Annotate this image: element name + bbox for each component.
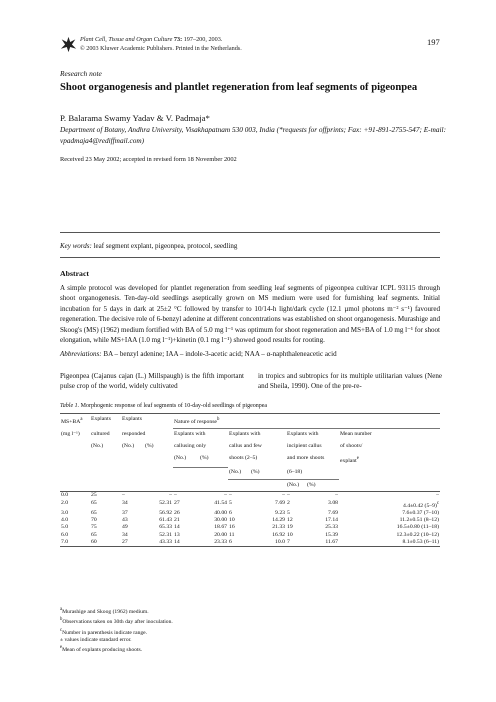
cell-inc-pct: 3.08 [328, 499, 338, 506]
header-incipient-3: and more shoots [287, 454, 325, 461]
header-resp-pct: (%) [145, 443, 154, 450]
cell-mean: 11.2±0.51 (8–12) [399, 517, 439, 524]
cell-few-pct: 14.29 [272, 517, 285, 524]
cell-resp-pct: 52.31 [159, 499, 172, 506]
page-number: 197 [427, 37, 440, 47]
footnote-text: Mean of explants producing shoots. [62, 647, 143, 654]
cell-call-pct: 41.54 [214, 499, 227, 506]
cell-resp-pct: 43.33 [144, 539, 173, 547]
table-row [60, 532, 440, 539]
header-resp-no: (No.) [122, 443, 135, 450]
table-caption-text: Morphogenic response of leaf segments of 10-day-old seedlings of pigeonpea [80, 403, 268, 409]
header-cultured: cultured [91, 430, 110, 437]
cell-inc-no: 10 [287, 531, 293, 538]
cell-cultured: 65 [91, 509, 97, 516]
cell-inc-pct: 25.33 [325, 524, 338, 531]
footnote: $^e$Mean of explants producing shoots. [60, 645, 143, 654]
journal-info [80, 35, 242, 53]
cell-few-no: 10 [229, 517, 235, 524]
header-inc-pct: (%) [306, 479, 339, 492]
header-incipient-4: (6–18) [286, 467, 339, 479]
journal-volume: 73: [173, 36, 183, 43]
header-call-pct: (%) [199, 453, 228, 467]
footnote: $^a$Murashige and Skoog (1962) medium. [60, 607, 149, 615]
cell-resp-no: 34 [122, 499, 128, 506]
cell-call-pct: – [224, 492, 227, 499]
header-explants: Explants [90, 414, 121, 429]
cell-inc-pct: 11.67 [306, 539, 339, 547]
header-mean-3-text: explant [340, 457, 357, 464]
table-row [60, 510, 440, 517]
cell-cultured: 25 [91, 492, 97, 499]
cell-cultured: 65 [91, 531, 97, 538]
affiliation: Department of Botany, Andhra University, Visakhapatnam 530 003, India (*requests for offprints; Fax: +91-891-2755-547; E-mail: vpadmaja4@rediffmail.com) [60, 125, 447, 145]
section-label: Research note [60, 69, 102, 78]
cell-few-no: 5 [229, 499, 232, 506]
cell-few-pct: – [282, 492, 285, 499]
table-row [60, 524, 440, 531]
cell-inc-no: 2 [287, 499, 290, 506]
cell-inc-pct: 17.14 [325, 517, 338, 524]
cell-inc-no: – [287, 492, 290, 499]
cell-call-pct: 30.00 [214, 517, 227, 524]
cell-ba: 2.0 [61, 499, 69, 506]
table-header-row [60, 414, 440, 429]
cell-resp-pct: 61.43 [159, 517, 172, 524]
footnote-text: Observations taken on 30th day after inoculation. [62, 619, 173, 626]
article-title: Shoot organogenesis and plantlet regeneration from leaf segments of pigeonpea [60, 82, 418, 93]
cell-few-pct: 9.23 [275, 509, 285, 516]
table-caption [60, 403, 267, 409]
table-header-row [60, 441, 440, 453]
table-row [60, 539, 440, 547]
cell-cultured: 65 [91, 499, 97, 506]
cell-call-no: 27 [174, 499, 180, 506]
table-header-row [60, 453, 440, 467]
cell-call-no: – [174, 492, 177, 499]
cell-few-no: 11 [229, 531, 235, 538]
copyright-line: © 2003 Kluwer Academic Publishers. Printed in the Netherlands. [80, 45, 242, 52]
footnote: $^c$Number in parenthesis indicate range. [60, 627, 148, 636]
authors: P. Balarama Swamy Yadav & V. Padmaja* [60, 113, 210, 123]
header-few-no: (No.) [228, 467, 250, 479]
header-fewshoots-3: shoots (2–5) [229, 454, 258, 461]
divider-bottom [60, 257, 440, 258]
cell-resp-no: 49 [122, 524, 128, 531]
cell-few-no: 6 [228, 539, 250, 547]
header-explants-2: Explants [121, 414, 173, 429]
cell-few-no: – [229, 492, 232, 499]
keywords-text: leaf segment explant, pigeonpea, protocol, seedling [93, 242, 238, 250]
table-label: Table 1. [60, 403, 80, 409]
cell-resp-no: 27 [121, 539, 144, 547]
cell-ba: 7.0 [60, 539, 90, 547]
cell-resp-no: 43 [122, 517, 128, 524]
cell-mean: 8.1±0.53 (6–11) [339, 539, 440, 547]
publisher-logo-icon [60, 36, 77, 53]
cell-resp-no: 37 [122, 509, 128, 516]
cell-inc-no: 19 [287, 524, 293, 531]
body-column-right: in tropics and subtropics for its multiple utilitarian values (Nene and Sheila, 1990). One of the pre-re- [258, 372, 442, 391]
header-responded: responded [122, 430, 146, 437]
journal-pages: 197–200, 2003. [182, 36, 223, 43]
cell-resp-no: – [122, 492, 125, 499]
header-ms-ba-text: MS+BA [61, 418, 81, 425]
header-mean-3: explant$^e$ [340, 455, 359, 464]
cell-resp-pct: 65.33 [159, 524, 172, 531]
abbreviations [60, 350, 337, 358]
cell-mean: 12.3±0.22 (10–12) [396, 531, 439, 538]
cell-few-pct: 7.69 [275, 499, 285, 506]
cell-call-no: 14 [174, 524, 180, 531]
header-callusing-2: callusing only [174, 443, 207, 450]
table-row [60, 500, 440, 510]
response-table [60, 413, 440, 547]
cell-resp-pct: 56.92 [159, 509, 172, 516]
cell-ba: 4.0 [61, 517, 69, 524]
cell-few-no: 16 [229, 524, 235, 531]
table-header-row [60, 479, 440, 492]
body-column-left: Pigeonpea (Cajanus cajan (L.) Millspaugh) is the fifth important pulse crop of the world, widely cultivated [60, 372, 244, 391]
header-fewshoots-1: Explants with [229, 431, 261, 438]
cell-resp-pct: – [169, 492, 172, 499]
cell-call-pct: 20.00 [214, 531, 227, 538]
cell-inc-no: 7 [286, 539, 306, 547]
divider-top [60, 232, 440, 233]
header-few-pct: (%) [250, 467, 286, 479]
header-ms-ba: $MS+BA^a$ [60, 414, 90, 429]
cell-mean: 16.5±0.80 (11–18) [396, 524, 439, 531]
cell-mean [339, 492, 440, 500]
keywords-label: Key words: [60, 242, 92, 250]
cell-ba: 0.0 [61, 492, 69, 499]
cell-cultured: 70 [91, 517, 97, 524]
cell-cultured: 60 [90, 539, 121, 547]
abstract-heading: Abstract [60, 269, 90, 278]
cell-call-pct: 18.67 [214, 524, 227, 531]
abbreviations-text: BA – benzyl adenine; IAA – indole-3-acetic acid; NAA – α-naphthaleneacetic acid [103, 350, 337, 358]
header-inc-no: (No.) [286, 479, 306, 492]
header-mean-1: Mean number [340, 431, 372, 438]
cell-call-no: 21 [174, 517, 180, 524]
cell-few-no: 6 [229, 509, 232, 516]
header-nature: Nature of response$^b$ [173, 414, 440, 429]
cell-few-pct: 10.0 [250, 539, 286, 547]
cell-ba: 6.0 [61, 531, 69, 538]
header-fewshoots-2: callus and few [229, 443, 262, 450]
table-row [60, 492, 440, 500]
cell-mean-text: 4.4±0.42 (5–9) [402, 502, 437, 509]
table-row [60, 517, 440, 524]
cell-inc-no: 5 [287, 509, 290, 516]
header-mean-2: of shoots/ [340, 443, 363, 450]
cell-inc-pct: 15.39 [325, 531, 338, 538]
header-incipient-2: incipient callus [287, 443, 322, 450]
journal-name: Plant Cell, Tissue and Organ Culture [80, 36, 173, 43]
cell-ba: 5.0 [61, 524, 69, 531]
cell-mean-text: – [436, 492, 439, 499]
header-cultured-no: (No.) [91, 443, 104, 450]
cell-few-pct: 16.92 [272, 531, 285, 538]
cell-resp-no: 34 [122, 531, 128, 538]
footnote: $^b$Observations taken on 30th day after inoculation. [60, 617, 173, 626]
cell-few-pct: 21.33 [272, 524, 285, 531]
received-dates: Received 23 May 2002; accepted in revised form 18 November 2002 [60, 156, 237, 163]
cell-mean: 4.4±0.42 $(5-9)^c$ [402, 500, 439, 509]
header-mg: (mg l⁻¹) [61, 430, 80, 437]
table-footnotes [60, 606, 173, 654]
abbreviations-label: Abbreviations: [60, 350, 102, 358]
table-header-row [60, 467, 440, 479]
footnote-text: Murashige and Skoog (1962) medium. [62, 608, 149, 615]
abstract-text: A simple protocol was developed for plantlet regeneration from seedling leaf segments of pigeonpea cultivar ICPL 93115 through shoot organogenesis. Ten-day-old seedlings aseptically grown on MS medium were used for furnishing leaf segments. Initial incubation for 5 days in dark at 25±2 °C followed by transfer to 10/14-h light/dark cycle (12.1 µmol photons m⁻² s⁻¹) favoured regeneration. The decisive role of 6-benzyl adenine at different concentrations was established on shoot organogenesis. Murashige and Skoog's (MS) (1962) medium fortified with BA of 5.0 mg l⁻¹ was optimum for shoot regeneration and MS+BA of 1.0 mg l⁻¹ for shoot elongation, while MS+IAA (1.0 mg l⁻¹)+kinetin (0.1 mg l⁻¹) showed good results for rooting. [60, 284, 440, 345]
header-nature-text: Nature of response [174, 418, 217, 425]
cell-mean: 7.6±0.37 (7–10) [402, 509, 439, 516]
footnote-text: Number in parenthesis indicate range. [62, 629, 148, 636]
header-incipient-1: Explants with [287, 431, 319, 438]
cell-call-no: 26 [174, 509, 180, 516]
header-call-no: (No.) [173, 453, 199, 467]
keywords [60, 242, 237, 250]
cell-inc-pct: – [335, 492, 338, 499]
cell-cultured: 75 [91, 524, 97, 531]
cell-resp-pct: 52.31 [159, 531, 172, 538]
footnote-text: ± values indicate standard error. [60, 636, 132, 643]
cell-ba: 3.0 [61, 509, 69, 516]
cell-inc-no: 12 [287, 517, 293, 524]
table-header-row [60, 429, 440, 441]
footnote [60, 637, 173, 644]
cell-call-no: 13 [174, 531, 180, 538]
cell-inc-pct: 7.69 [328, 509, 338, 516]
header-callusing-1: Explants with [174, 431, 206, 438]
cell-call-pct: 40.00 [214, 509, 227, 516]
cell-call-pct: 23.33 [199, 539, 228, 547]
cell-call-no: 14 [173, 539, 199, 547]
